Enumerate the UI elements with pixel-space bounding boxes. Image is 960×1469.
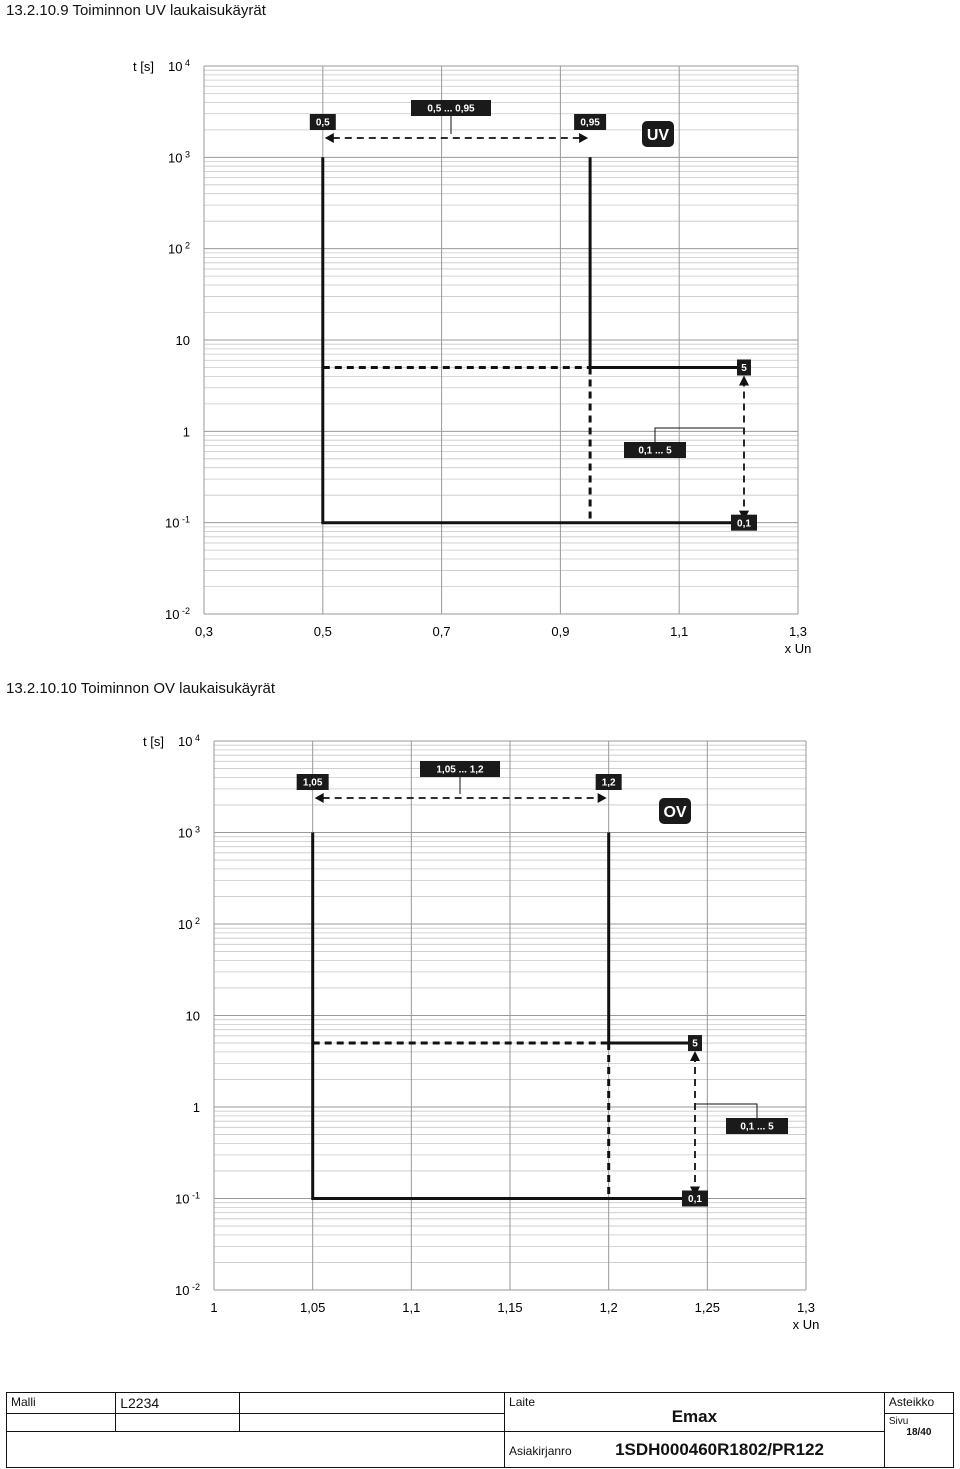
section-title-uv: 13.2.10.9 Toiminnon UV laukaisukäyrät (6, 2, 266, 19)
trip-curve-solid (590, 157, 750, 367)
y-tick-label: 10 $^{-2}$ (175, 1282, 200, 1298)
arrowhead (579, 133, 588, 143)
time-range-badge: 0,1 ... 5 (638, 445, 672, 457)
y-tick-label: 10 (185, 1008, 200, 1024)
asteikko-label: Asteikko (884, 1393, 953, 1414)
threshold-max-badge: 0,95 (580, 117, 600, 129)
y-tick-label: 10 $^{-2}$ (165, 606, 190, 622)
x-axis-label: x Un (792, 1317, 820, 1332)
sivu-cell (884, 1414, 953, 1468)
x-tick-label: 1,25 (694, 1300, 720, 1315)
x-tick-label: 0,3 (194, 624, 214, 639)
empty-cell-1 (240, 1393, 505, 1414)
x-tick-label: 1,3 (788, 624, 808, 639)
laite-label: Laite (509, 1395, 536, 1409)
y-tick-label: 10 $^3$ (178, 824, 200, 841)
ov-trip-curve-chart (0, 680, 960, 1350)
threshold-range-badge: 1,05 ... 1,2 (436, 764, 484, 776)
threshold-min-badge: 0,5 (315, 117, 330, 129)
time-min-badge: 0,1 (737, 518, 751, 530)
y-tick-label: 10 $^{-1}$ (175, 1190, 200, 1207)
arrowhead (739, 375, 749, 385)
malli-label: Malli (7, 1393, 116, 1414)
empty-cell-5 (7, 1432, 505, 1468)
x-tick-label: 1,1 (402, 1300, 421, 1315)
function-badge: UV (646, 127, 670, 144)
asiakirjanro-label: Asiakirjanro (509, 1443, 572, 1458)
x-tick-label: 0,7 (432, 624, 451, 639)
x-tick-label: 1 (210, 1300, 218, 1315)
threshold-range-badge: 0,5 ... 0,95 (427, 103, 475, 115)
sivu-value: 18/40 (906, 1427, 932, 1438)
time-min-badge: 0,1 (688, 1194, 702, 1206)
threshold-max-badge: 1,2 (601, 777, 616, 789)
x-tick-label: 0,9 (551, 624, 570, 639)
y-tick-label: 10 $^2$ (168, 240, 190, 257)
asiakirjanro-value: 1SDH000460R1802/PR122 (615, 1439, 824, 1459)
threshold-min-badge: 1,05 (302, 777, 323, 789)
arrowhead (325, 133, 334, 143)
laite-cell (505, 1393, 885, 1432)
x-tick-label: 1,15 (497, 1300, 523, 1315)
y-tick-label: 10 $^3$ (168, 149, 190, 166)
x-tick-label: 1,1 (670, 624, 689, 639)
trip-curve-solid (609, 833, 698, 1044)
function-badge: OV (663, 804, 687, 821)
y-axis-label: t [s] (143, 734, 164, 749)
x-axis-label: x Un (784, 641, 812, 656)
y-tick-label: 10 $^4$ (178, 733, 200, 749)
sivu-label: Sivu (888, 1416, 909, 1427)
asiakirjanro-cell (505, 1432, 885, 1468)
empty-cell-2 (7, 1414, 116, 1432)
time-max-badge: 5 (692, 1038, 698, 1050)
arrowhead (315, 793, 324, 803)
time-range-badge: 0,1 ... 5 (740, 1121, 774, 1133)
y-tick-label: 10 (175, 333, 190, 348)
empty-cell-3 (116, 1414, 240, 1432)
arrowhead (598, 793, 607, 803)
empty-cell-4 (240, 1414, 505, 1432)
y-axis-label: t [s] (133, 59, 154, 74)
time-max-badge: 5 (741, 363, 747, 375)
y-tick-label: 1 (182, 424, 190, 440)
x-tick-label: 1,2 (599, 1300, 618, 1315)
y-tick-label: 10 $^4$ (168, 58, 190, 74)
x-tick-label: 1,3 (796, 1300, 816, 1315)
y-tick-label: 10 $^{-1}$ (165, 514, 190, 531)
x-tick-label: 1,05 (300, 1300, 326, 1315)
section-title-ov: 13.2.10.10 Toiminnon OV laukaisukäyrät (6, 680, 276, 697)
malli-value: L2234 (116, 1393, 240, 1414)
laite-value: Emax (671, 1407, 718, 1426)
y-tick-label: 1 (192, 1100, 200, 1115)
title-block (6, 1392, 954, 1468)
x-tick-label: 0,5 (313, 624, 332, 639)
y-tick-label: 10 $^2$ (178, 916, 200, 932)
uv-trip-curve-chart (0, 0, 960, 680)
arrowhead (690, 1051, 700, 1061)
